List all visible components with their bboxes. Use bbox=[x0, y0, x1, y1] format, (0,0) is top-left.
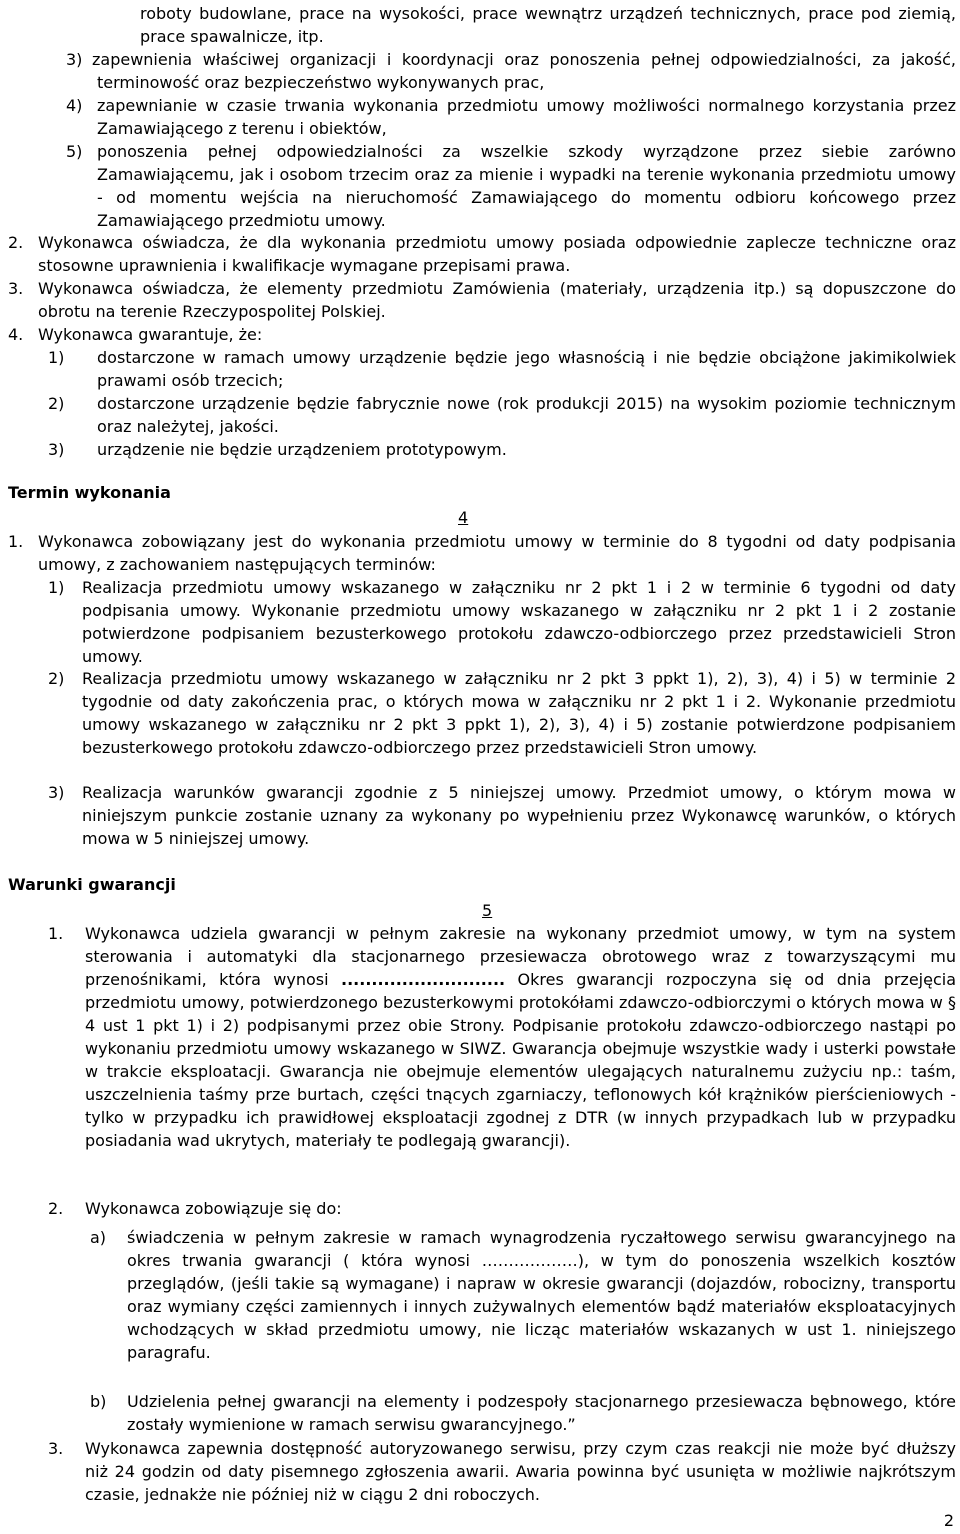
list-marker: 3) bbox=[48, 440, 65, 459]
list-item-text: zapewnianie w czasie trwania wykonania przedmiotu umowy możliwości normalnego korzystania przez Zamawiającego z terenu i obiektów, bbox=[97, 96, 956, 138]
fill-in-blank: ........................... bbox=[341, 970, 506, 989]
paragraph-text: Wykonawca oświadcza, że dla wykonania przedmiotu umowy posiada odpowiednie zaplecze techniczne oraz stosowne uprawnienia i kwalifikacje wymagane przepisami prawa. bbox=[38, 233, 956, 275]
list-marker: 3) bbox=[48, 783, 65, 802]
section-number: 5 bbox=[482, 901, 493, 920]
page-number: 2 bbox=[943, 1511, 954, 1530]
paragraph-number: 3. bbox=[48, 1439, 64, 1458]
paragraph-text-part: Wykonawca udziela gwarancji w pełnym zakresie na wykonany przedmiot umowy, w tym na system sterowania i automatyki dla stacjonarnego przesiewacza obrotowego wraz z towarzyszącymi mu przenośnikami, która wynosi bbox=[85, 924, 956, 989]
list-marker: 5) bbox=[66, 142, 83, 161]
list-item-text: Udzielenia pełnej gwarancji na elementy i podzespoły stacjonarnego przesiewacza bębnowego, które zostały wymienione w ramach serwisu gwarancyjnego.” bbox=[127, 1392, 956, 1434]
paragraph-text bbox=[85, 922, 956, 1152]
list-item-text: Realizacja przedmiotu umowy wskazanego w załączniku nr 2 pkt 3 ppkt 1), 2), 3), 4) i 5) w terminie 2 tygodnie od daty zakończenia prac, o których mowa w załączniku nr 2 pkt 1 i 2. Wykonanie przedmiotu umowy wskazanego w załączniku nr 2 pkt 3 ppkt 1), 2), 3), 4) i 5) zostanie potwierdzone podpisaniem bezusterkowego protokołu zdawczo-odbiorczego przez przedstawicieli Stron umowy. bbox=[82, 669, 956, 757]
list-marker: 2) bbox=[48, 669, 65, 688]
list-marker: 4) bbox=[66, 96, 83, 115]
paragraph-number: 1. bbox=[8, 532, 24, 551]
list-marker: b) bbox=[90, 1392, 107, 1411]
list-marker: 2) bbox=[48, 394, 65, 413]
list-marker: a) bbox=[90, 1228, 107, 1247]
list-item-text: urządzenie nie będzie urządzeniem prototypowym. bbox=[97, 440, 507, 459]
list-marker: 1) bbox=[48, 348, 65, 367]
list-item-text: dostarczone w ramach umowy urządzenie będzie jego własnością i nie będzie obciążone jakimikolwiek prawami osób trzecich; bbox=[97, 348, 956, 390]
paragraph-number: 2. bbox=[48, 1199, 64, 1218]
paragraph-number: 2. bbox=[8, 233, 24, 252]
list-marker: 1) bbox=[48, 578, 65, 597]
paragraph-number: 4. bbox=[8, 325, 24, 344]
paragraph-text: Wykonawca zobowiązany jest do wykonania przedmiotu umowy w terminie do 8 tygodni od daty podpisania umowy, z zachowaniem następujących terminów: bbox=[38, 532, 956, 574]
paragraph-text: Wykonawca gwarantuje, że: bbox=[38, 325, 263, 344]
list-item-text: Realizacja warunków gwarancji zgodnie z 5 niniejszej umowy. Przedmiot umowy, o którym mowa w niniejszym punkcie zostanie uznany za wykonany po wypełnieniu przez Wykonawcę warunków, o których mowa w 5 niniejszej umowy. bbox=[82, 783, 956, 848]
list-item-text: zapewnienia właściwej organizacji i koordynacji oraz ponoszenia pełnej odpowiedzialności, za jakość, terminowość oraz bezpieczeństwo wykonywanych prac, bbox=[92, 50, 956, 92]
paragraph-text: Wykonawca zobowiązuje się do: bbox=[85, 1199, 342, 1218]
paragraph-text: Wykonawca zapewnia dostępność autoryzowanego serwisu, przy czym czas reakcji nie może być dłuższy niż 24 godzin od daty pisemnego zgłoszenia awarii. Awaria powinna być usunięta w możliwie najkrótszym czasie, jednakże nie później niż w ciągu 2 dni roboczych. bbox=[85, 1439, 956, 1504]
section-heading: Termin wykonania bbox=[8, 483, 171, 502]
list-item-text: Realizacja przedmiotu umowy wskazanego w załączniku nr 2 pkt 1 i 2 w terminie 6 tygodni od daty podpisania umowy. Wykonanie przedmiotu umowy wskazanego w załączniku nr 2 pkt 1 i 2 zostanie potwierdzone podpisaniem bezusterkowego protokołu zdawczo-odbiorczego przez przedstawicieli Stron umowy. bbox=[82, 578, 956, 666]
list-item-continuation: roboty budowlane, prace na wysokości, prace wewnątrz urządzeń technicznych, prace pod ziemią, prace spawalnicze, itp. bbox=[140, 4, 956, 46]
list-item-text: dostarczone urządzenie będzie fabrycznie nowe (rok produkcji 2015) na wysokim poziomie technicznym oraz należytej, jakości. bbox=[97, 394, 956, 436]
section-number: 4 bbox=[458, 508, 469, 527]
paragraph-text: Wykonawca oświadcza, że elementy przedmiotu Zamówienia (materiały, urządzenia itp.) są dopuszczone do obrotu na terenie Rzeczypospolitej Polskiej. bbox=[38, 279, 956, 321]
paragraph-number: 3. bbox=[8, 279, 24, 298]
list-marker: 3) bbox=[66, 50, 83, 69]
paragraph-text-part: Okres gwarancji rozpoczyna się od dnia przejęcia przedmiotu umowy, potwierdzonego bezusterkowymi protokółami zdawczo-odbiorczymi o których mowa w § 4 ust 1 pkt 1) i 2) podpisanymi przez obie Strony. Podpisanie protokołu zdawczo-odbiorczego nastąpi po wykonaniu przedmiotu umowy wskazanego w SIWZ. Gwarancja obejmuje wszystkie wady i usterki powstałe w trakcie eksploatacji. Gwarancja nie obejmuje elementów ulegających naturalnemu zużyciu np.: taśm, uszczelnienia taśmy prze burtach, części tnących zgarniaczy, teflonowych kół krążników pierścieniowych - tylko w przypadku ich prawidłowej eksploatacji zgodnej z DTR (w innych przypadkach lub w przypadku posiadania wad ukrytych, materiały te podlegają gwarancji). bbox=[85, 970, 957, 1150]
list-item-text: świadczenia w pełnym zakresie w ramach wynagrodzenia ryczałtowego serwisu gwarancyjnego na okres trwania gwarancji ( która wynosi ………………), w tym do ponoszenia wszelkich kosztów przeglądów, (jeśli takie są wymagane) i napraw w okresie gwarancji (dojazdów, robocizny, transportu oraz wymiany części zamiennych i innych zużywalnych elementów bądź materiałów eksploatacyjnych wchodzących w skład przedmiotu umowy, nie licząc materiałów wskazanych w ust 1. niniejszego paragrafu. bbox=[127, 1228, 956, 1362]
section-heading: Warunki gwarancji bbox=[8, 875, 176, 894]
paragraph-number: 1. bbox=[48, 924, 64, 943]
list-item-text: ponoszenia pełnej odpowiedzialności za wszelkie szkody wyrządzone przez siebie zarówno Zamawiającemu, jak i osobom trzecim oraz za mienie i wypadki na terenie wykonania przedmiotu umowy - od momentu wejścia na nieruchomość Zamawiającego do momentu odbioru końcowego przez Zamawiającego przedmiotu umowy. bbox=[97, 142, 956, 230]
